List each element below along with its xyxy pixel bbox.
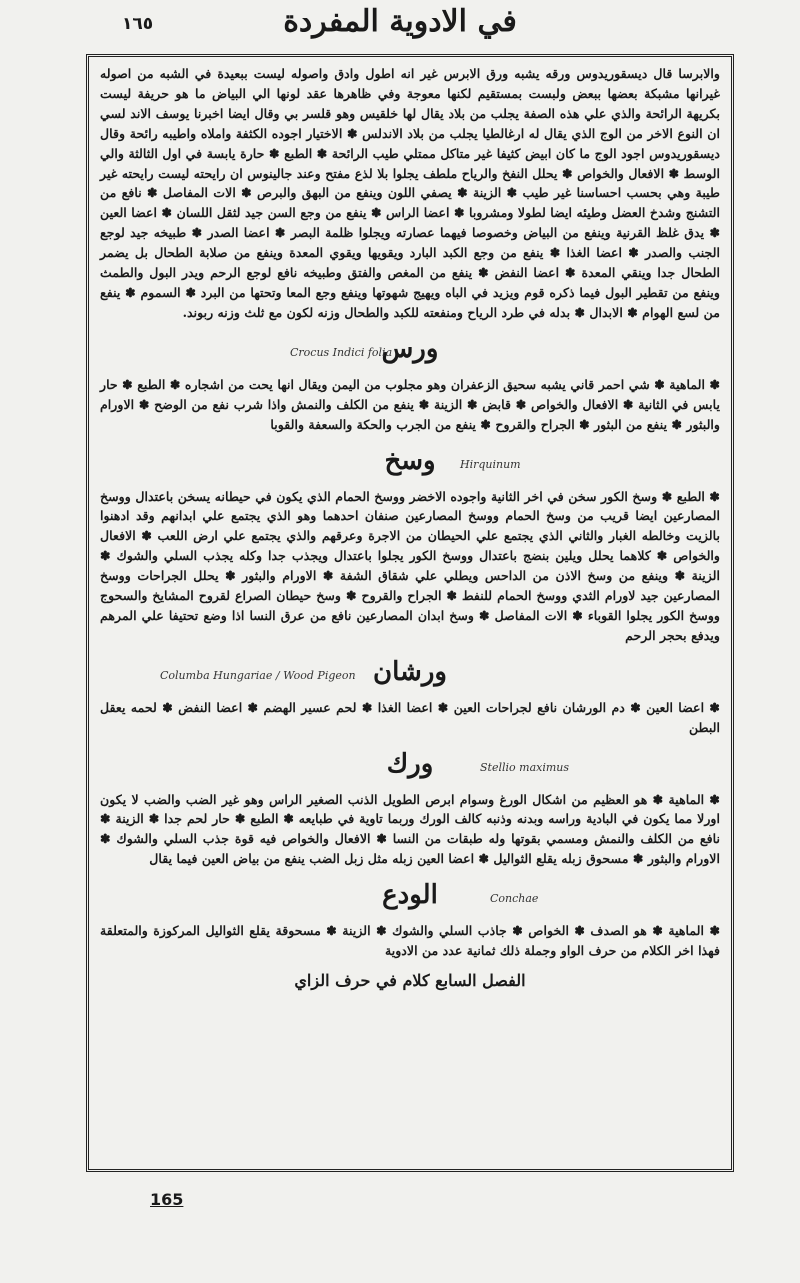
body-text — [100, 64, 720, 991]
latin-marginal-note: Crocus Indici folia — [290, 345, 393, 359]
page-number-arabic: ١٦٥ — [122, 14, 154, 34]
latin-marginal-note: Columba Hungariae / Wood Pigeon — [160, 668, 356, 682]
section-heading-wars: ورس Crocus Indici folia — [100, 331, 720, 367]
page-number-footer: 165 — [150, 1190, 184, 1209]
latin-marginal-note: Conchae — [490, 892, 539, 906]
section-text-wada: ✽ الماهية ✽ هو الصدف ✽ الخواص ✽ جاذب السلي والشوك ✽ الزينة ✽ مسحوقة يقلع الثواليل المركوزة والمتعلقة فهذا اخر الكلام من حرف الواو وجملة ذلك ثمانية عدد من الادوية — [100, 923, 720, 959]
section-text-warshan: ✽ اعضا العين ✽ دم الورشان نافع لجراحات العين ✽ اعضا الغذا ✽ لحم عسير الهضم ✽ اعضا النفض ✽ لحمه يعقل البطن — [100, 699, 720, 735]
section-text-warak: ✽ الماهية ✽ هو العظيم من اشكال الورغ وسوام ابرص الطويل الذنب الصغير الراس وهو غير الضب والضب لا يكون اورلا مما يكون في البادية وراسه وبدنه وذنبه كالف الورك وربما تاوية في طبايعه ✽ الطبع ✽ حار لحم جدا ✽ الزينة ✽ نافع من الكلف والنمش ومسمي بقوتها وله طبقات من النسا ✽ الافعال والخواص فيه قوة جذب السلي والشوك ✽ الاورام والبثور ✽ مسحوق زبله يقلع الثواليل ✽ اعضا العين زبله مثل زبل الضب ينفع من بياض العين فيما يقال — [100, 791, 720, 867]
latin-marginal-note: Hirquinum — [460, 457, 521, 471]
section-text-wars: ✽ الماهية ✽ شي احمر قاني يشبه سحيق الزعفران وهو مجلوب من اليمن ويقال انها يحت من اشجاره ✽ الطبع ✽ حار يابس في الثانية ✽ الافعال والخواص ✽ قابض ✽ الزينة ✽ ينفع من الكلف والنمش واذا شرب نفع من الوضح ✽ الاورام والبثور ✽ ينفع من البثور ✽ الجراح والقروح ✽ ينفع من الجرب والحكة والسعفة والقوبا — [100, 376, 720, 432]
section-heading-wada: الودع Conchae — [100, 877, 720, 913]
chapter-heading: الفصل السابع كلام في حرف الزاي — [294, 971, 526, 990]
latin-marginal-note: Stellio maximus — [480, 760, 570, 774]
section-text-wasakh: ✽ الطبع ✽ وسخ الكور سخن في اخر الثانية واجوده الاخضر ووسخ الحمام الذي يكون في حيطانه يسخن باعتدال ووسخ المصارعين ايضا قريب من وسخ الحمام ووسخ المصارعين صنفان احدهما وهو الذي يجتمع علي ابدانهم وقد ادهنوا بالزيت وخالطه الغبار والثاني الذي يجتمع علي الحيطان من الاجرة وعرقهم والذي يجتمع علي ارض اللعب ✽ الافعال والخواص ✽ كلاهما يحلل ويلين بنضج باعتدال ووسخ الكور يجلوا باعتدال ويجذب جدا وكله يجذب السلي والشوك ✽ الزينة ✽ وينفع من وسخ الاذن من الداحس ويطلي علي شقاق الشفة ✽ الاورام والبثور ✽ يحلل الجراحات ووسخ المصارعين جيد لاورام الثدي ووسخ الحمام للنفط ✽ الجراح والقروح ✽ وسخ حيطان الصراع لقروح المشايخ والسحوج ووسخ الكور يجلوا القوباء ✽ الات المفاصل ✽ وسخ ابدان المصارعين نافع من عرق النسا اذا وضع تحتيفا علي المرهم ويدفع بحجر الرحم — [100, 488, 720, 643]
page-header — [0, 4, 800, 50]
section-heading-wasakh: وسخ Hirquinum — [100, 443, 720, 479]
running-title: في الادوية المفردة — [283, 4, 517, 39]
section-heading-warshan: ورشان Columba Hungariae / Wood Pigeon — [100, 654, 720, 690]
intro-paragraph: والابرسا قال ديسقوريدوس ورقه يشبه ورق الابرس غير انه اطول وادق واصوله ليست ببعيدة في الشبه من اصوله غيرانها مشبكة بعضها ببعض ولبست بمستقيم لكنها معوجة وفي ظاهرها عقد لونها الي البياض ما هو حريفة ليست بكريهة الرائحة والذي علي هذه الصفة يجلب من بلاد يقال لها خلقيس وهو قلسر بي وقال ايضا اخبرنا يوسف الاند لسي ان النوع الاخر من الوج الذي يقال له ارغالطيا يجلب من بلاد الاندلس ✽ الاختيار اجوده الكثفة واملاه واطيبه رائحة وقال ديسقوريدوس اجود الوج ما كان ابيض كثيفا غير متاكل ممتلي طيب الرائحة ✽ الطبع ✽ حارة يابسة في اول الثالثة والي الوسط ✽ الافعال والخواص ✽ يحلل النفخ والرياح ملطف يجلوا بلا لذع مفتح وعند جالينوس ان رايحته ليست رايحته غير طيبة وهي بحسب احساسنا غير طيب ✽ الزينة ✽ يصفي اللون وينفع من البهق والبرص ✽ الات المفاصل ✽ نافع من التشنج وشدخ العضل وطيئه ايضا لطولا ومشروبا ✽ اعضا الراس ✽ ينفع من وجع السن جيد لثقل اللسان ✽ اعضا العين ✽ يدق غلظ القرنية وينفع من البياض وخصوصا فيهما عصارته ويجلوا ظلمة البصر ✽ اعضا الصدر ✽ طبيخه جيد لوجع الجنب والصدر ✽ اعضا الغذا ✽ ينفع من وجع الكبد البارد ويقويها ويقوي المعدة وينفع من صلابة الطحال بل يضمر الطحال جدا وينقي المعدة ✽ اعضا النفض ✽ ينفع من المغص والفتق وطبيخه نافع لوجع الرحم ويدر البول والطمث وينفع من تقطير البول فيما ذكره قوم ويزيد في الباه ويهيج شهوتها وينفع وجع المعا وتحتها من البرد ✽ السموم ✽ ينفع من لسع الهوام ✽ الابدال ✽ بدله في طرد الرياح ومنفعته للكبد والطحال وزنه لكون مع ثلث وزنه ربوند. — [100, 66, 720, 320]
section-heading-warak: ورك Stellio maximus — [100, 746, 720, 782]
